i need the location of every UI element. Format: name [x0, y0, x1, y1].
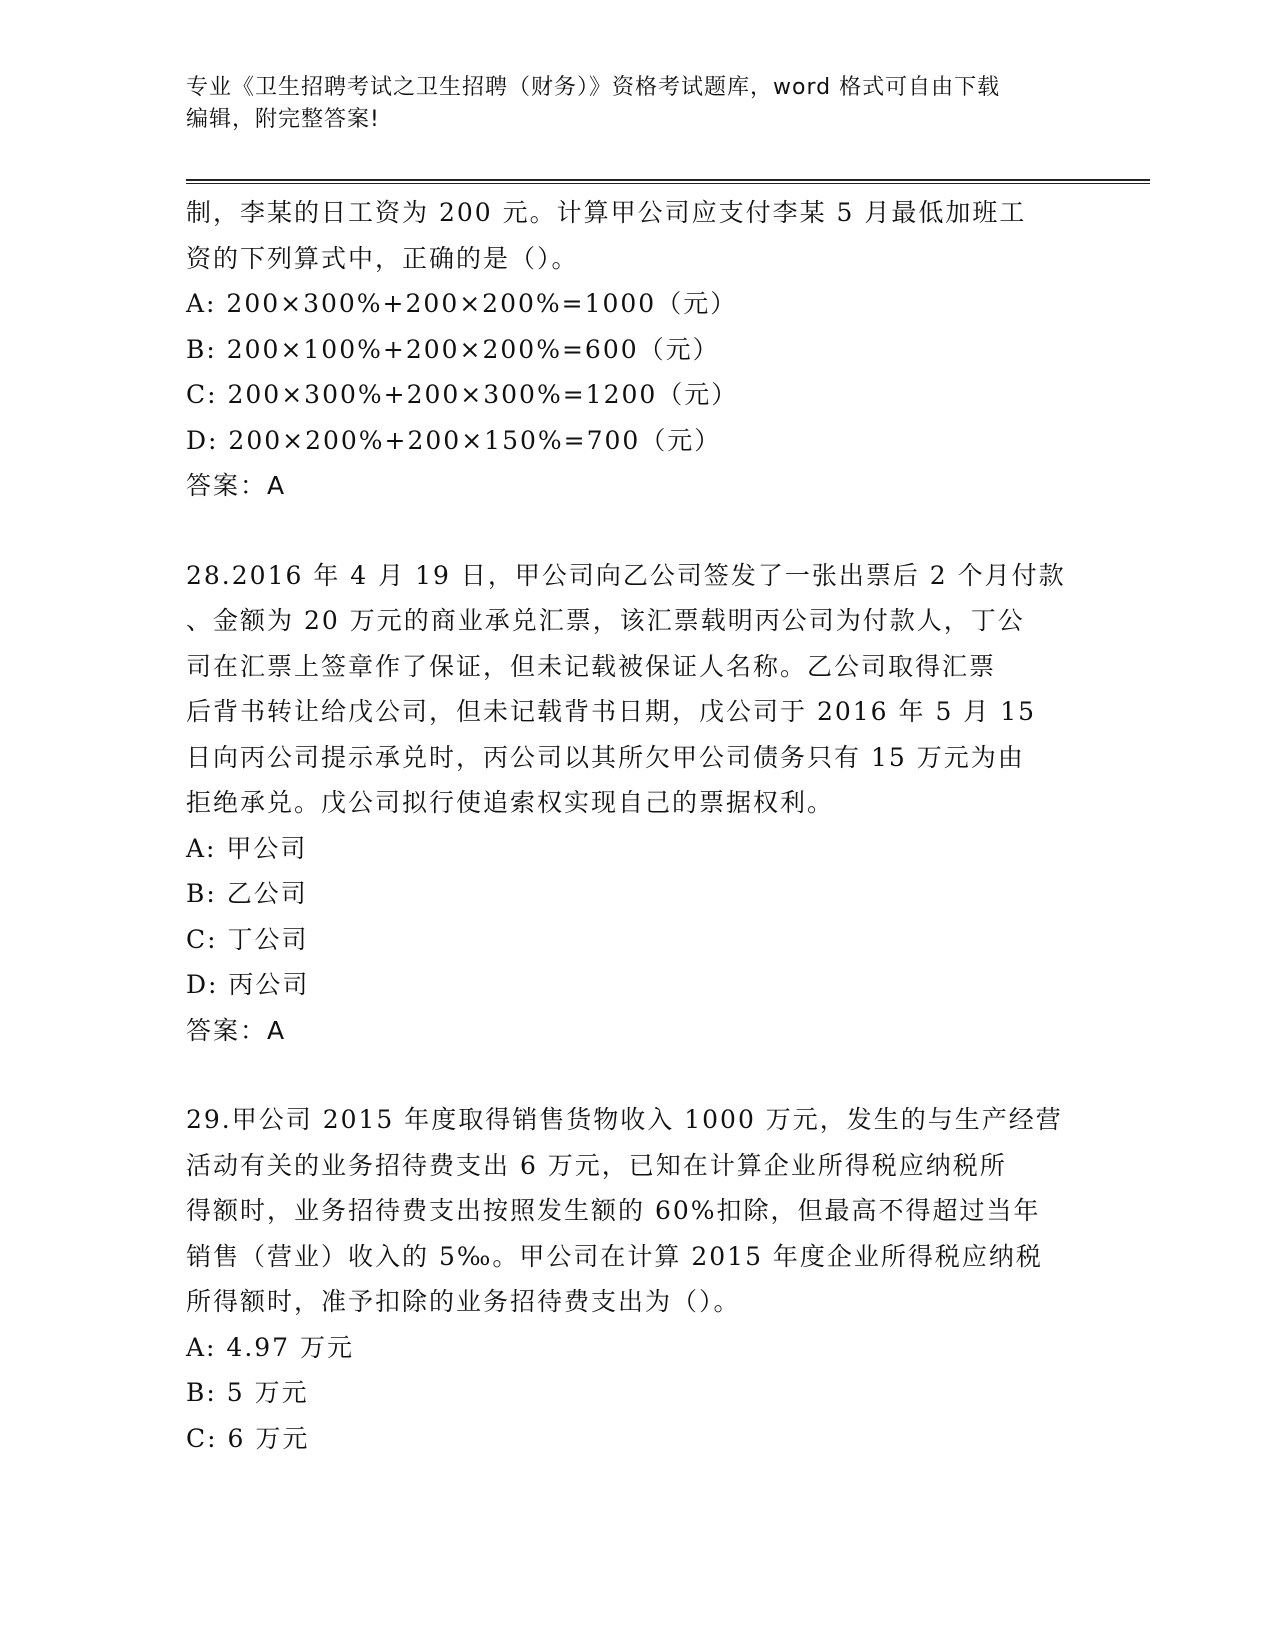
document-header: [186, 72, 1066, 136]
option-a: A: 4.97 万元: [186, 1332, 355, 1362]
option-a: A: 甲公司: [186, 833, 308, 863]
question-text-line: 销售（营业）收入的 5‰。甲公司在计算 2015 年度企业所得税应纳税: [186, 1241, 1043, 1271]
question-text-line: 司在汇票上签章作了保证，但未记载被保证人名称。乙公司取得汇票: [186, 651, 997, 681]
header-line-1: 专业《卫生招聘考试之卫生招聘（财务）》资格考试题库，word 格式可自由下载: [186, 75, 1001, 100]
question-text-line: 日向丙公司提示承兑时，丙公司以其所欠甲公司债务只有 15 万元为由: [186, 742, 1025, 772]
question-text-line: 资的下列算式中，正确的是（）。: [186, 243, 579, 273]
question-text-line: 拒绝承兑。戊公司拟行使追索权实现自己的票据权利。: [186, 788, 835, 817]
document-body: [186, 190, 1076, 1461]
question-text-line: 得额时，业务招待费支出按照发生额的 60%扣除，但最高不得超过当年: [186, 1196, 1041, 1225]
option-c: C: 200×300%+200×300%=1200（元）: [186, 380, 739, 409]
header-divider-thick: [186, 179, 1150, 181]
question-27: [186, 190, 1076, 509]
option-b: B: 5 万元: [186, 1378, 309, 1407]
header-divider-thin: [186, 183, 1150, 184]
question-text-line: 制，李某的日工资为 200 元。计算甲公司应支付李某 5 月最低加班工: [186, 198, 1027, 227]
option-a: A: 200×300%+200×200%=1000（元）: [186, 289, 738, 318]
option-c: C: 丁公司: [186, 924, 309, 954]
question-29: [186, 1097, 1076, 1461]
question-text-line: 后背书转让给戊公司，但未记载背书日期，戊公司于 2016 年 5 月 15: [186, 697, 1037, 726]
question-28: [186, 553, 1076, 1054]
header-line-2: 编辑，附完整答案!: [186, 107, 380, 132]
option-c: C: 6 万元: [186, 1423, 310, 1453]
question-text-line: 所得额时，准予扣除的业务招待费支出为（）。: [186, 1287, 741, 1316]
question-text-line: 29.甲公司 2015 年度取得销售货物收入 1000 万元，发生的与生产经营: [186, 1105, 1063, 1134]
option-d: D: 丙公司: [186, 970, 310, 999]
question-text-line: 、金额为 20 万元的商业承兑汇票，该汇票载明丙公司为付款人，丁公: [186, 606, 1025, 635]
answer: 答案：A: [186, 471, 287, 500]
answer: 答案：A: [186, 1015, 287, 1045]
option-b: B: 乙公司: [186, 879, 308, 908]
question-text-line: 活动有关的业务招待费支出 6 万元，已知在计算企业所得税应纳税所: [186, 1150, 1007, 1180]
option-b: B: 200×100%+200×200%=600（元）: [186, 334, 720, 364]
option-d: D: 200×200%+200×150%=700（元）: [186, 425, 722, 455]
question-text-line: 28.2016 年 4 月 19 日，甲公司向乙公司签发了一张出票后 2 个月付款: [186, 560, 1066, 590]
